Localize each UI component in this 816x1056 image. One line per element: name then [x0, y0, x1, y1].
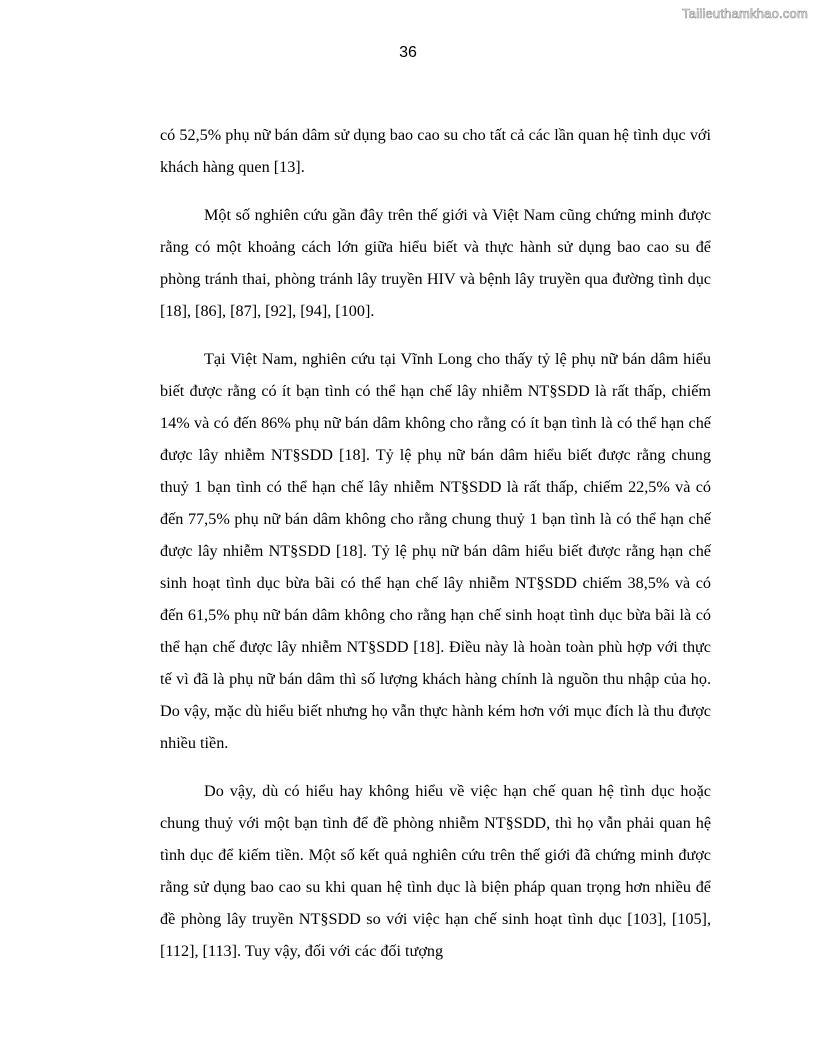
paragraph: Do vậy, dù có hiểu hay không hiểu về việc hạn chế quan hệ tình dục hoặc chung thuỷ với một bạn tình để đề phòng nhiễm NT§SDD, thì họ vẫn phải quan hệ tình dục để kiếm tiền. Một số kết quả nghiên cứu trên thế giới đã chứng minh được rằng sử dụng bao cao su khi quan hệ tình dục là biện pháp quan trọng hơn nhiều để đề phòng lây truyền NT§SDD so với việc hạn chế sinh hoạt tình dục [103], [105], [112], [113]. Tuy vậy, đối với các đối tượng	[160, 782, 711, 960]
paragraph-continuation: có 52,5% phụ nữ bán dâm sử dụng bao cao su cho tất cả các lần quan hệ tình dục với khách hàng quen [13].	[160, 126, 711, 176]
paragraph: Tại Việt Nam, nghiên cứu tại Vĩnh Long cho thấy tỷ lệ phụ nữ bán dâm hiểu biết được rằng có ít bạn tình có thể hạn chế lây nhiễm NT§SDD là rất thấp, chiếm 14% và có đến 86% phụ nữ bán dâm không cho rằng có ít bạn tình là có thể hạn chế được lây nhiễm NT§SDD [18]. Tỷ lệ phụ nữ bán dâm hiểu biết được rằng chung thuỷ 1 bạn tình có thể hạn chế lây nhiễm NT§SDD là rất thấp, chiếm 22,5% và có đến 77,5% phụ nữ bán dâm không cho rằng chung thuỷ 1 bạn tình là có thể hạn chế được lây nhiễm NT§SDD [18]. Tỷ lệ phụ nữ bán dâm hiểu biết được rằng hạn chế sinh hoạt tình dục bừa bãi có thể hạn chế lây nhiễm NT§SDD chiếm 38,5% và có đến 61,5% phụ nữ bán dâm không cho rằng hạn chế sinh hoạt tình dục bừa bãi là có thể hạn chế được lây nhiễm NT§SDD [18]. Điều này là hoàn toàn phù hợp với thực tế vì đã là phụ nữ bán dâm thì số lượng khách hàng chính là nguồn thu nhập của họ. Do vậy, mặc dù hiểu biết nhưng họ vẫn thực hành kém hơn với mục đích là thu được nhiều tiền.	[160, 350, 711, 752]
page-number: 36	[399, 44, 417, 61]
paragraph: Một số nghiên cứu gần đây trên thế giới và Việt Nam cũng chứng minh được rằng có một khoảng cách lớn giữa hiểu biết và thực hành sử dụng bao cao su để phòng tránh thai, phòng tránh lây truyền HIV và bệnh lây truyền qua đường tình dục [18], [86], [87], [92], [94], [100].	[160, 206, 711, 320]
watermark: Tailieuthamkhao.com	[682, 6, 808, 21]
document-body	[160, 119, 711, 983]
